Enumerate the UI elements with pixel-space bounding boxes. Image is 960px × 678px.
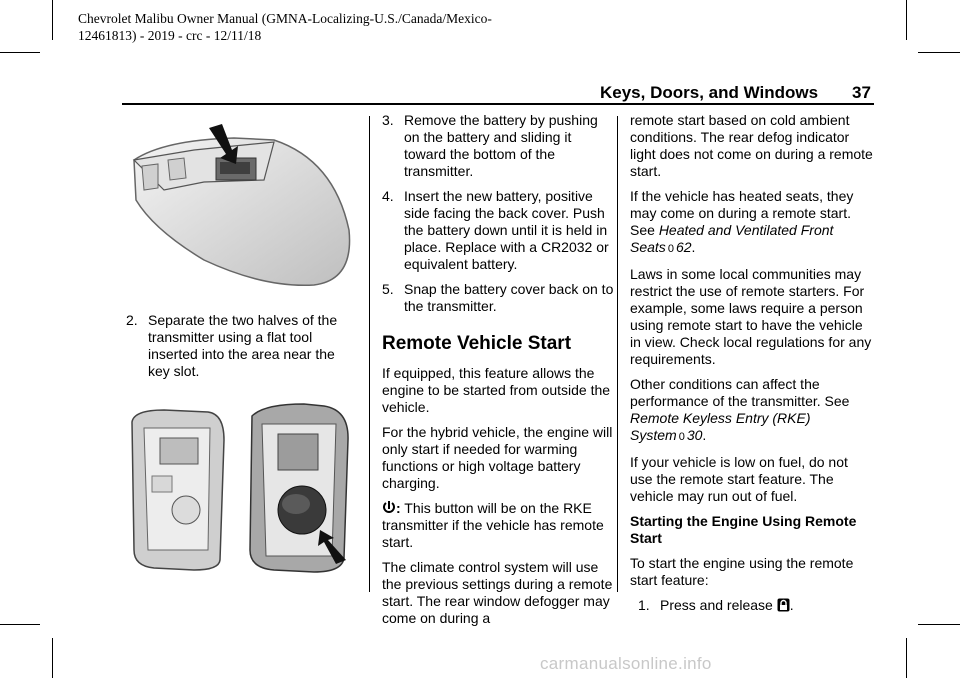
- cross-reference-link[interactable]: Heated and Ventilated Front Seats: [630, 222, 834, 255]
- paragraph: [630, 376, 874, 446]
- page-ref-arrow: 0: [678, 431, 685, 443]
- step-text: Press and release: [660, 597, 777, 613]
- crop-mark: [918, 52, 960, 53]
- step-text: Separate the two halves of the transmitter using a flat tool inserted into the area near the key slot.: [148, 312, 338, 379]
- paragraph: If equipped, this feature allows the engine to be started from outside the vehicle.: [382, 365, 611, 415]
- paragraph: For the hybrid vehicle, the engine will only start if needed for warming functions or high voltage battery charging.: [382, 424, 613, 491]
- paragraph: If your vehicle is low on fuel, do not use the remote start feature. The vehicle may run out of fuel.: [630, 454, 848, 504]
- icon-colon: :: [396, 500, 401, 516]
- page-ref[interactable]: 30: [686, 427, 703, 443]
- column-divider: [369, 116, 370, 592]
- crop-mark: [906, 638, 907, 678]
- step-text: Remove the battery by pushing on the battery and sliding it toward the bottom of the transmitter.: [404, 112, 598, 179]
- column-2: [382, 112, 614, 635]
- paragraph: remote start based on cold ambient conditions. The rear defog indicator light does not come on during a remote start.: [630, 112, 873, 179]
- section-title: Keys, Doors, and Windows: [600, 83, 819, 102]
- step-number: 5.: [382, 281, 394, 297]
- remote-start-icon: [382, 500, 396, 515]
- step-number: 4.: [382, 188, 394, 204]
- column-3: [630, 112, 874, 614]
- crop-mark: [0, 624, 40, 625]
- crop-mark: [52, 0, 53, 40]
- crop-mark: [906, 0, 907, 40]
- page-ref-arrow: 0: [667, 243, 674, 255]
- section-heading: Remote Vehicle Start: [382, 333, 572, 354]
- step-number: 3.: [382, 112, 394, 128]
- step-text: Insert the new battery, positive side facing the back cover. Push the battery down until it is held in place. Replace with a CR2032 or equivalent battery.: [404, 188, 609, 272]
- step-5: [382, 281, 614, 315]
- document-meta: Chevrolet Malibu Owner Manual (GMNA-Localizing-U.S./Canada/Mexico- 12461813) - 2019 - crc - 12/11/18: [78, 11, 492, 43]
- column-divider: [617, 116, 618, 592]
- crop-mark: [918, 624, 960, 625]
- lock-icon: [777, 598, 790, 612]
- paragraph: [382, 500, 614, 551]
- period: .: [702, 427, 707, 443]
- key-fob-illustration-top: [124, 120, 354, 290]
- paragraph: [630, 188, 874, 258]
- page-number: 37: [852, 83, 871, 102]
- step-number: 2.: [126, 312, 138, 328]
- period: .: [789, 597, 794, 613]
- step-1: [630, 597, 874, 614]
- watermark: carmanualsonline.info: [540, 654, 712, 673]
- step-text: Snap the battery cover back on to the transmitter.: [404, 281, 614, 314]
- paragraph: The climate control system will use the previous settings during a remote start. The rear window defogger may come on during a: [382, 559, 613, 626]
- page-ref[interactable]: 62: [675, 239, 692, 255]
- cross-reference-link[interactable]: Remote Keyless Entry (RKE) System: [630, 410, 811, 443]
- paragraph-text: Other conditions can affect the performance of the transmitter. See: [630, 376, 850, 409]
- step-3: [382, 112, 614, 180]
- paragraph: Laws in some local communities may restrict the use of remote starters. For example, some laws require a person using remote start to have the vehicle in view. Check local regulations for any requirements.: [630, 266, 872, 367]
- step-text-wrap: [660, 597, 874, 614]
- header-rule: [122, 103, 874, 105]
- key-fob-illustration-opened: [124, 400, 356, 575]
- step-number: 1.: [638, 597, 650, 613]
- step-2: [126, 312, 358, 380]
- crop-mark: [52, 638, 53, 678]
- paragraph-text: This button will be on the RKE transmitter if the vehicle has remote start.: [382, 500, 604, 550]
- step-4: [382, 188, 614, 273]
- period: .: [691, 239, 696, 255]
- paragraph: To start the engine using the remote start feature:: [630, 555, 854, 588]
- crop-mark: [0, 52, 40, 53]
- paragraph-text: If the vehicle has heated seats, they may come on during a remote start. See: [630, 188, 854, 238]
- subheading: Starting the Engine Using Remote Start: [630, 513, 857, 546]
